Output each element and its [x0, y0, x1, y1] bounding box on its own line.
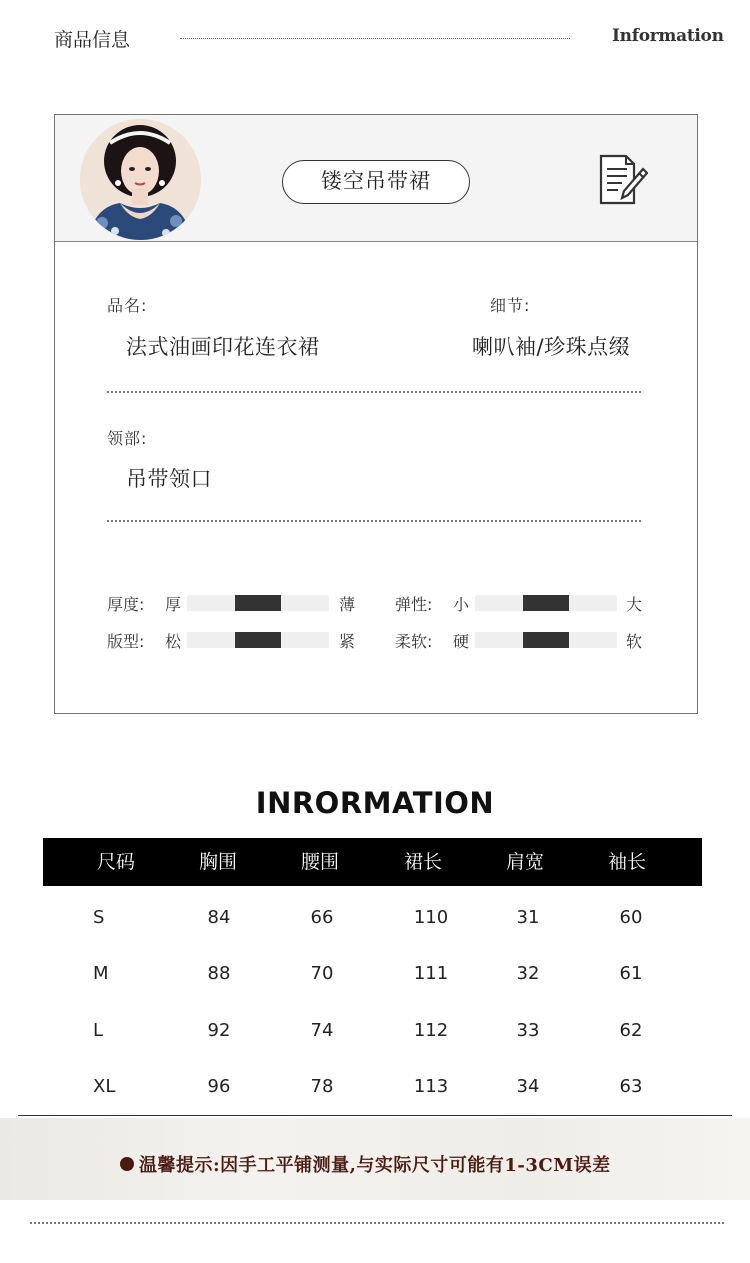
measurement-notice [0, 1118, 750, 1200]
table-row [43, 946, 702, 1002]
table-cell: 33 [516, 1020, 540, 1041]
section-title-english: Information [612, 26, 724, 46]
table-header-cell: 腰围 [300, 851, 339, 873]
table-cell: 78 [310, 1076, 334, 1097]
table-row [43, 890, 702, 946]
scale-fill [523, 595, 569, 611]
table-cell: S [93, 907, 105, 928]
divider [107, 391, 641, 393]
table-cell: 84 [207, 907, 231, 928]
scale-label-thickness: 厚度: [107, 595, 145, 614]
scale-bar-thickness [187, 595, 329, 611]
table-cell: 88 [207, 963, 231, 984]
scale-bar-softness [475, 632, 617, 648]
table-cell: XL [93, 1076, 116, 1097]
scale-max-elasticity: 大 [626, 595, 643, 614]
table-cell: 92 [207, 1020, 231, 1041]
table-header-cell: 裙长 [403, 851, 442, 873]
table-cell: 70 [310, 963, 334, 984]
footer-divider [30, 1222, 724, 1224]
table-bottom-rule [18, 1115, 732, 1116]
collar-label: 领部: [107, 429, 148, 448]
table-cell: 111 [413, 963, 449, 984]
scale-max-softness: 软 [626, 632, 643, 651]
table-cell: 60 [619, 907, 643, 928]
scale-bar-fit [187, 632, 329, 648]
detail-label: 细节: [490, 296, 531, 315]
scale-min-thickness: 厚 [165, 595, 182, 614]
table-cell: 74 [310, 1020, 334, 1041]
table-cell: 32 [516, 963, 540, 984]
table-row [43, 1003, 702, 1059]
table-cell: L [93, 1020, 104, 1041]
scale-max-fit: 紧 [339, 632, 356, 651]
document-pen-icon [598, 153, 648, 207]
product-card [54, 114, 698, 714]
model-avatar [80, 119, 201, 240]
table-header-cell: 尺码 [96, 851, 135, 873]
size-table-header [43, 838, 702, 886]
table-cell: 62 [619, 1020, 643, 1041]
scale-max-thickness: 薄 [339, 595, 356, 614]
scale-min-fit: 松 [165, 632, 182, 651]
name-label: 品名: [107, 296, 148, 315]
scale-fill [235, 595, 281, 611]
section-title: 商品信息 [54, 29, 131, 51]
detail-value: 喇叭袖/珍珠点缀 [472, 335, 631, 359]
bullet-icon [120, 1157, 134, 1171]
table-header-cell: 胸围 [198, 851, 237, 873]
table-cell: 112 [413, 1020, 449, 1041]
table-cell: 63 [619, 1076, 643, 1097]
divider [107, 520, 641, 522]
table-cell: 96 [207, 1076, 231, 1097]
table-cell: 66 [310, 907, 334, 928]
product-tag-pill: 镂空吊带裙 [282, 160, 470, 204]
notice-text: 温馨提示:因手工平铺测量,与实际尺寸可能有1-3CM误差 [139, 1155, 611, 1176]
card-header [55, 115, 697, 242]
scale-fill [235, 632, 281, 648]
table-header-cell: 袖长 [607, 851, 646, 873]
table-header-cell: 肩宽 [505, 851, 544, 873]
scale-bar-elasticity [475, 595, 617, 611]
scale-min-softness: 硬 [453, 632, 470, 651]
collar-value: 吊带领口 [126, 467, 212, 491]
name-value: 法式油画印花连衣裙 [126, 335, 320, 359]
table-cell: M [93, 963, 109, 984]
table-cell: 31 [516, 907, 540, 928]
table-row [43, 1059, 702, 1115]
table-cell: 34 [516, 1076, 540, 1097]
scale-label-elasticity: 弹性: [395, 595, 433, 614]
table-cell: 61 [619, 963, 643, 984]
table-cell: 113 [413, 1076, 449, 1097]
table-cell: 110 [413, 907, 449, 928]
scale-label-softness: 柔软: [395, 632, 433, 651]
header-divider [180, 38, 570, 39]
scale-min-elasticity: 小 [453, 595, 470, 614]
size-table-title: INRORMATION [255, 786, 495, 820]
scale-fill [523, 632, 569, 648]
scale-label-fit: 版型: [107, 632, 145, 651]
